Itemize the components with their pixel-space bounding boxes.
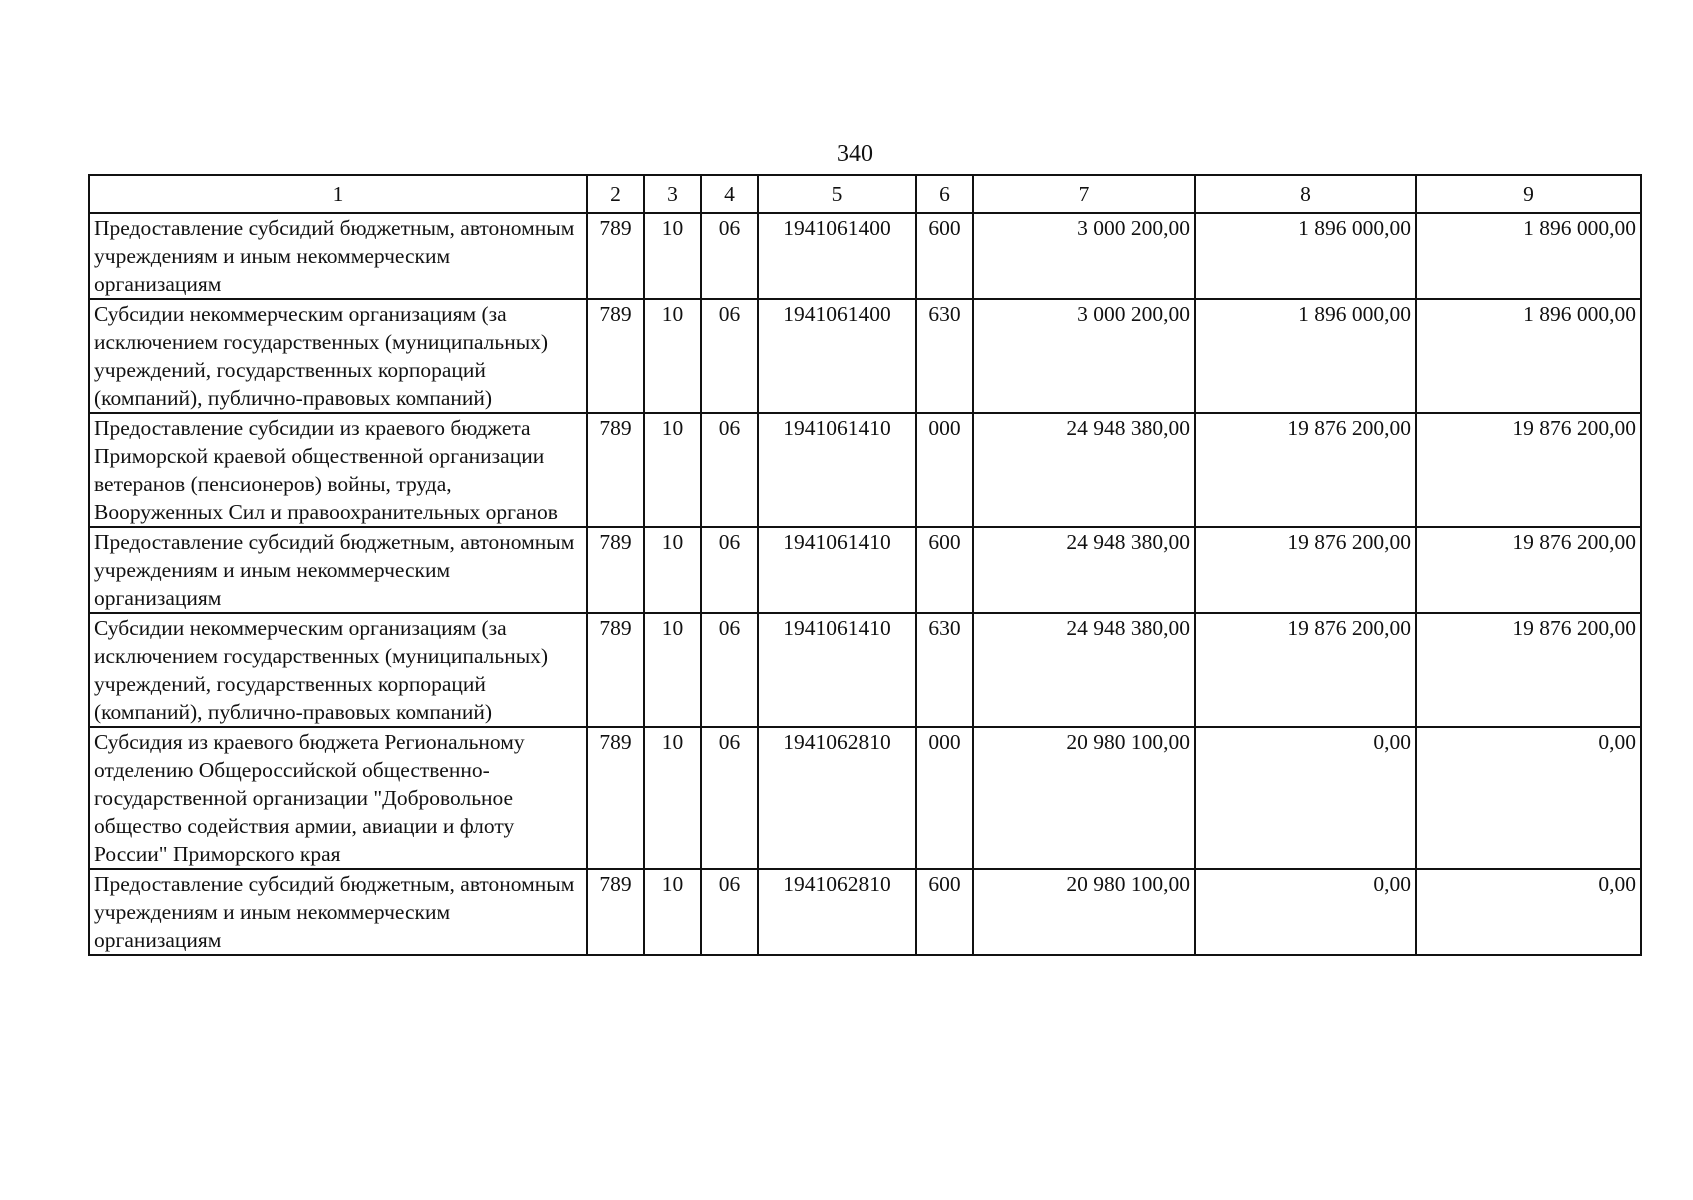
row-amount-9: 19 876 200,00	[1416, 413, 1641, 527]
row-amount-9: 1 896 000,00	[1416, 213, 1641, 299]
row-amount-7: 3 000 200,00	[973, 299, 1195, 413]
table-row	[89, 413, 1641, 527]
row-name: Субсидия из краевого бюджета Региональному отделению Общероссийской общественно-государственной организации "Добровольное общество содействия армии, авиации и флоту России" Приморского края	[89, 727, 587, 869]
row-amount-9: 0,00	[1416, 869, 1641, 955]
row-code-6: 600	[916, 213, 973, 299]
row-code-3: 10	[644, 527, 701, 613]
row-code-6: 000	[916, 413, 973, 527]
row-code-5: 1941061400	[758, 299, 916, 413]
row-code-4: 06	[701, 869, 758, 955]
row-code-3: 10	[644, 299, 701, 413]
row-name: Субсидии некоммерческим организациям (за исключением государственных (муниципальных) учреждений, государственных корпораций (компаний), публично-правовых компаний)	[89, 299, 587, 413]
table-row	[89, 527, 1641, 613]
row-code-5: 1941061410	[758, 613, 916, 727]
row-name: Предоставление субсидий бюджетным, автономным учреждениям и иным некоммерческим организациям	[89, 869, 587, 955]
row-code-2: 789	[587, 727, 644, 869]
row-code-3: 10	[644, 213, 701, 299]
row-amount-7: 24 948 380,00	[973, 613, 1195, 727]
row-code-2: 789	[587, 527, 644, 613]
header-row	[89, 175, 1641, 213]
row-name: Субсидии некоммерческим организациям (за исключением государственных (муниципальных) учреждений, государственных корпораций (компаний), публично-правовых компаний)	[89, 613, 587, 727]
row-code-4: 06	[701, 727, 758, 869]
row-code-4: 06	[701, 213, 758, 299]
row-code-6: 000	[916, 727, 973, 869]
table-row	[89, 869, 1641, 955]
row-name: Предоставление субсидии из краевого бюджета Приморской краевой общественной организации ветеранов (пенсионеров) войны, труда, Вооруженных Сил и правоохранительных органов	[89, 413, 587, 527]
row-code-6: 630	[916, 613, 973, 727]
row-amount-9: 1 896 000,00	[1416, 299, 1641, 413]
row-code-4: 06	[701, 299, 758, 413]
header-col-8: 8	[1195, 175, 1416, 213]
row-code-3: 10	[644, 727, 701, 869]
row-code-6: 600	[916, 527, 973, 613]
row-amount-7: 24 948 380,00	[973, 527, 1195, 613]
row-code-3: 10	[644, 869, 701, 955]
header-col-5: 5	[758, 175, 916, 213]
row-amount-8: 0,00	[1195, 869, 1416, 955]
header-col-1: 1	[89, 175, 587, 213]
row-amount-7: 3 000 200,00	[973, 213, 1195, 299]
row-amount-8: 19 876 200,00	[1195, 527, 1416, 613]
row-amount-8: 1 896 000,00	[1195, 299, 1416, 413]
row-amount-9: 19 876 200,00	[1416, 527, 1641, 613]
row-code-5: 1941062810	[758, 727, 916, 869]
header-col-3: 3	[644, 175, 701, 213]
row-code-5: 1941062810	[758, 869, 916, 955]
budget-table	[88, 174, 1642, 956]
row-code-3: 10	[644, 613, 701, 727]
row-code-2: 789	[587, 613, 644, 727]
row-amount-9: 19 876 200,00	[1416, 613, 1641, 727]
row-amount-8: 0,00	[1195, 727, 1416, 869]
row-code-4: 06	[701, 527, 758, 613]
row-code-6: 600	[916, 869, 973, 955]
row-name: Предоставление субсидий бюджетным, автономным учреждениям и иным некоммерческим организациям	[89, 527, 587, 613]
table-row	[89, 727, 1641, 869]
header-col-4: 4	[701, 175, 758, 213]
header-col-2: 2	[587, 175, 644, 213]
row-code-2: 789	[587, 213, 644, 299]
row-code-4: 06	[701, 413, 758, 527]
header-col-6: 6	[916, 175, 973, 213]
row-amount-7: 24 948 380,00	[973, 413, 1195, 527]
row-code-2: 789	[587, 299, 644, 413]
table-row	[89, 299, 1641, 413]
row-code-6: 630	[916, 299, 973, 413]
table-row	[89, 213, 1641, 299]
page-number: 340	[837, 141, 873, 167]
row-amount-8: 1 896 000,00	[1195, 213, 1416, 299]
table-row	[89, 613, 1641, 727]
row-name: Предоставление субсидий бюджетным, автономным учреждениям и иным некоммерческим организациям	[89, 213, 587, 299]
row-code-4: 06	[701, 613, 758, 727]
row-code-3: 10	[644, 413, 701, 527]
row-amount-9: 0,00	[1416, 727, 1641, 869]
row-code-2: 789	[587, 413, 644, 527]
header-col-7: 7	[973, 175, 1195, 213]
row-amount-7: 20 980 100,00	[973, 727, 1195, 869]
row-amount-8: 19 876 200,00	[1195, 413, 1416, 527]
header-col-9: 9	[1416, 175, 1641, 213]
row-amount-8: 19 876 200,00	[1195, 613, 1416, 727]
row-code-5: 1941061410	[758, 527, 916, 613]
row-amount-7: 20 980 100,00	[973, 869, 1195, 955]
row-code-2: 789	[587, 869, 644, 955]
row-code-5: 1941061400	[758, 213, 916, 299]
row-code-5: 1941061410	[758, 413, 916, 527]
